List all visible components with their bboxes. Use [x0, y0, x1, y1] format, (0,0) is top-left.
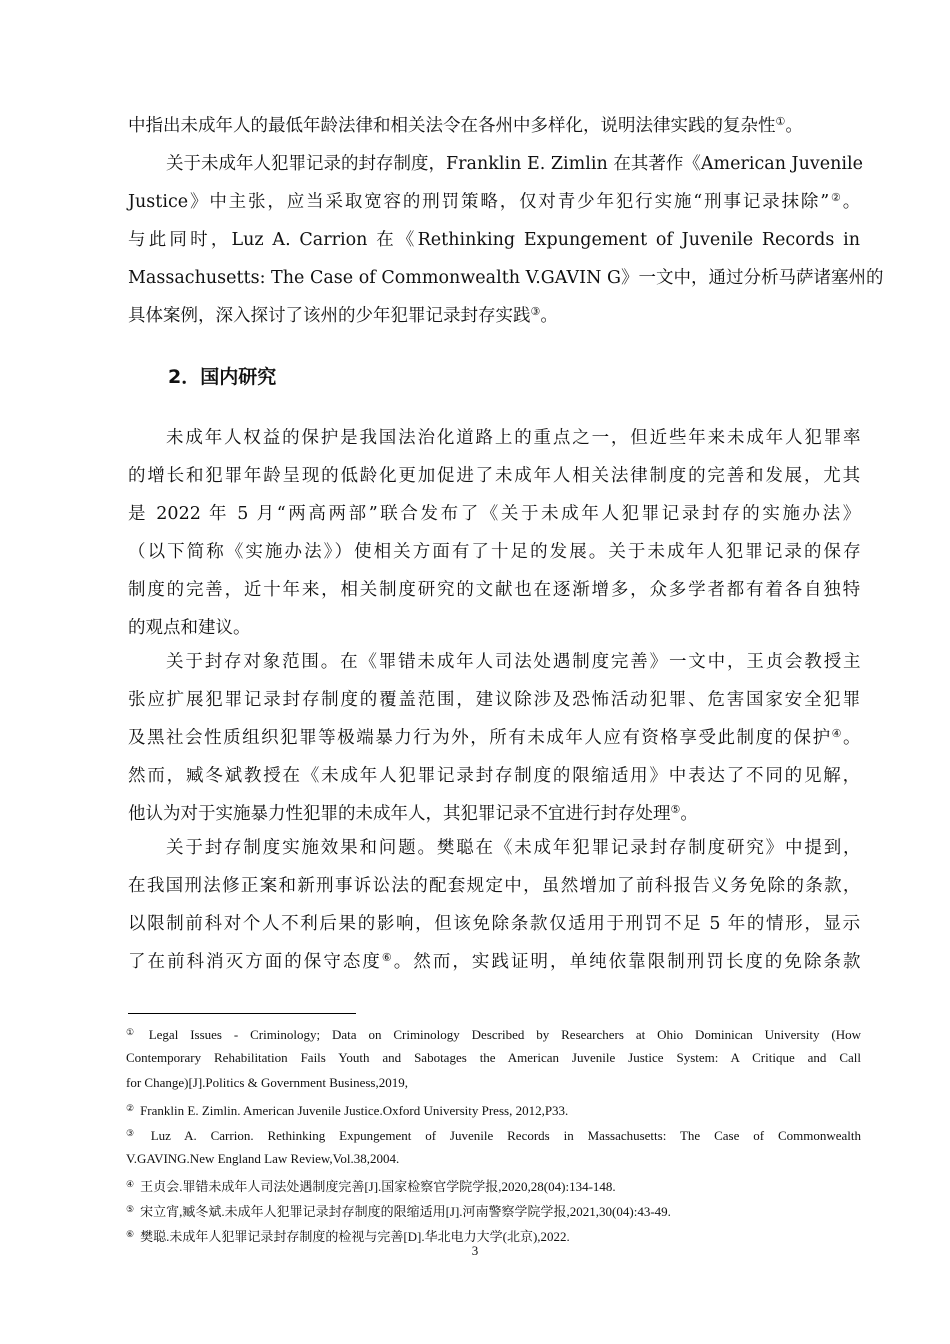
- body-line: 制度的完善，近十年来，相关制度研究的文献也在逐渐增多，众多学者都有着各自独特: [128, 580, 861, 600]
- footnote-reference: ⑥: [381, 951, 394, 964]
- body-line: 及黑社会性质组织犯罪等极端暴力行为外，所有未成年人应有资格享受此制度的保护④。: [128, 727, 861, 748]
- body-line: Massachusetts: The Case of Commonwealth V.GAVIN G》一文中，通过分析马萨诸塞州的: [128, 268, 884, 288]
- body-line: Justice》中主张，应当采取宽容的刑罚策略，仅对青少年犯行实施“刑事记录抹除”②。: [128, 191, 861, 212]
- footnote-text: Franklin E. Zimlin. American Juvenile Justice.Oxford University Press, 2012,P33.: [140, 1103, 569, 1118]
- body-line: 的观点和建议。: [128, 618, 251, 638]
- footnote-mark: ③: [126, 1128, 145, 1138]
- body-line: 关于封存制度实施效果和问题。樊聪在《未成年犯罪记录封存制度研究》中提到，: [166, 838, 861, 858]
- body-line: 关于封存对象范围。在《罪错未成年人司法处遇制度完善》一文中，王贞会教授主: [166, 652, 861, 672]
- footnote-mark: ⑥: [126, 1229, 135, 1239]
- footnote-1-line-2: Contemporary Rehabilitation Fails Youth and Sabotages the American Juvenile Justice System: A Critique and Call: [126, 1050, 861, 1065]
- footnote-text: 王贞会.罪错未成年人司法处遇制度完善[J].国家检察官学院学报,2020,28(04):134-148.: [140, 1179, 616, 1194]
- body-line: 与此同时，Luz A. Carrion 在《Rethinking Expungement of Juvenile Records in: [128, 230, 860, 250]
- body-line: 然而，臧冬斌教授在《未成年人犯罪记录封存制度的限缩适用》中表达了不同的见解，: [128, 766, 861, 786]
- footnote-mark: ②: [126, 1103, 135, 1113]
- section-heading: 2．国内研究: [168, 366, 277, 388]
- body-line: 他认为对于实施暴力性犯罪的未成年人，其犯罪记录不宜进行封存处理⑤。: [128, 803, 698, 824]
- body-line: 以限制前科对个人不利后果的影响，但该免除条款仅适用于刑罚不足 5 年的情形，显示: [128, 914, 861, 934]
- footnote-separator: [128, 1013, 356, 1014]
- footnote-3-line-2: V.GAVING.New England Law Review,Vol.38,2004.: [126, 1151, 400, 1166]
- body-line: 关于未成年人犯罪记录的封存制度，Franklin E. Zimlin 在其著作《American Juvenile: [166, 154, 863, 174]
- footnote-reference: ⑤: [670, 803, 681, 816]
- footnote-reference: ③: [530, 305, 541, 318]
- footnote-mark: ④: [126, 1179, 135, 1189]
- body-line: 了在前科消灭方面的保守态度⑥。然而，实践证明，单纯依靠限制刑罚长度的免除条款: [128, 951, 861, 972]
- body-line: 是 2022 年 5 月“两高两部”联合发布了《关于未成年人犯罪记录封存的实施办法》: [128, 504, 861, 524]
- footnote-reference: ①: [775, 115, 786, 128]
- footnote-mark: ①: [126, 1027, 143, 1037]
- footnote-1: [126, 1020, 861, 1047]
- page-number: 3: [471, 1243, 479, 1258]
- body-line: 在我国刑法修正案和新刑事诉讼法的配套规定中，虽然增加了前科报告义务免除的条款，: [128, 876, 861, 896]
- body-line: （以下简称《实施办法》）使相关方面有了十足的发展。关于未成年人犯罪记录的保存: [128, 542, 861, 562]
- footnote-reference: ④: [831, 727, 843, 740]
- body-line: 中指出未成年人的最低年龄法律和相关法令在各州中多样化，说明法律实践的复杂性①。: [128, 115, 803, 136]
- footnote-1-line-3: for Change)[J].Politics & Government Business,2019,: [126, 1075, 408, 1090]
- footnote-text: 宋立宵,臧冬斌.未成年人犯罪记录封存制度的限缩适用[J].河南警察学院学报,2021,30(04):43-49.: [140, 1204, 671, 1219]
- body-line: 张应扩展犯罪记录封存制度的覆盖范围，建议除涉及恐怖活动犯罪、危害国家安全犯罪: [128, 690, 861, 710]
- footnote-3: [126, 1121, 861, 1148]
- body-line: 的增长和犯罪年龄呈现的低龄化更加促进了未成年人相关法律制度的完善和发展，尤其: [128, 466, 861, 486]
- footnote-reference: ②: [829, 191, 843, 204]
- footnote-text: Legal Issues - Criminology; Data on Criminology Described by Researchers at Ohio Dominican University (How: [148, 1027, 862, 1042]
- body-line: 未成年人权益的保护是我国法治化道路上的重点之一，但近些年来未成年人犯罪率: [166, 428, 861, 448]
- body-line: 具体案例，深入探讨了该州的少年犯罪记录封存实践③。: [128, 305, 558, 326]
- footnote-5: [126, 1197, 861, 1224]
- footnote-2: [126, 1096, 861, 1123]
- footnote-text: Luz A. Carrion. Rethinking Expungement of Juvenile Records in Massachusetts: The Case of Commonwealth: [150, 1128, 861, 1143]
- footnote-text: 樊聪.未成年人犯罪记录封存制度的检视与完善[D].华北电力大学(北京),2022.: [140, 1229, 570, 1244]
- footnote-mark: ⑤: [126, 1204, 135, 1214]
- footnote-4: [126, 1172, 861, 1199]
